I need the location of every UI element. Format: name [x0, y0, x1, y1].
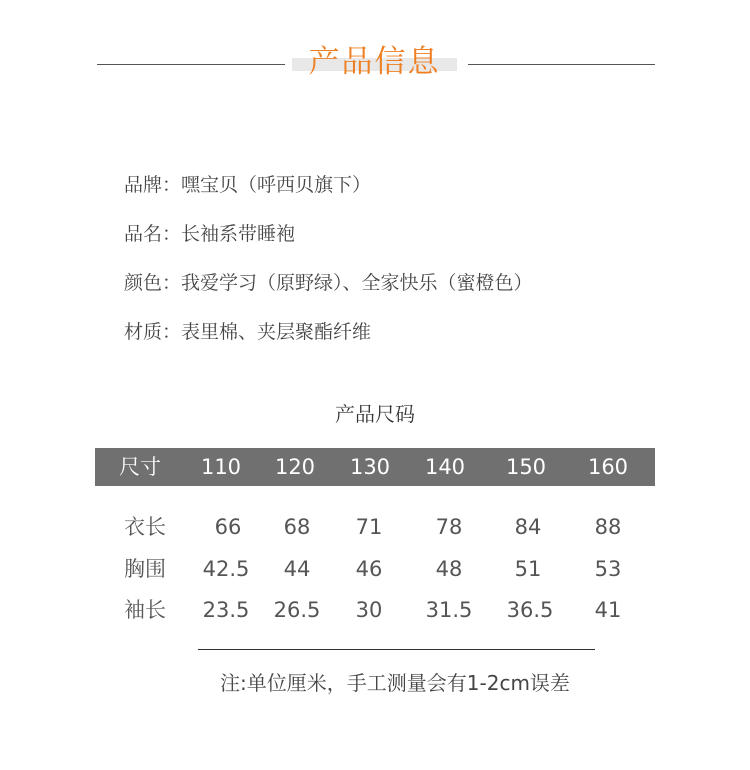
table-row	[0, 554, 750, 584]
info-material: 材质：表里棉、夹层聚酯纤维	[124, 321, 372, 343]
header-cell: 130	[349, 455, 391, 479]
size-table-title: 产品尺码	[335, 402, 415, 426]
header-cell: 尺寸	[119, 455, 161, 479]
title-divider-right	[468, 64, 655, 65]
title-divider-left	[97, 64, 285, 65]
table-cell: 66	[214, 515, 242, 539]
table-cell: 51	[514, 557, 542, 581]
table-cell: 31.5	[425, 598, 473, 622]
table-cell: 71	[355, 515, 383, 539]
table-cell: 30	[355, 598, 383, 622]
table-cell: 36.5	[506, 598, 554, 622]
row-label: 衣长	[124, 515, 166, 539]
header-cell: 150	[505, 455, 547, 479]
table-row	[0, 512, 750, 542]
table-cell: 41	[594, 598, 622, 622]
table-cell: 88	[594, 515, 622, 539]
table-bottom-divider	[198, 649, 595, 650]
header-cell: 160	[587, 455, 629, 479]
table-cell: 78	[435, 515, 463, 539]
header-cell: 110	[200, 455, 242, 479]
row-label: 胸围	[124, 557, 166, 581]
page-title-block	[0, 40, 750, 90]
table-cell: 84	[514, 515, 542, 539]
table-cell: 53	[594, 557, 622, 581]
table-cell: 46	[355, 557, 383, 581]
table-row	[0, 595, 750, 625]
table-cell: 68	[283, 515, 311, 539]
size-table-header	[95, 448, 655, 486]
info-color: 颜色：我爱学习（原野绿）、全家快乐（蜜橙色）	[124, 272, 533, 294]
table-cell: 26.5	[273, 598, 321, 622]
info-brand: 品牌：嘿宝贝（呼西贝旗下）	[124, 174, 372, 196]
page-title: 产品信息	[308, 44, 441, 80]
header-cell: 120	[274, 455, 316, 479]
table-cell: 42.5	[202, 557, 250, 581]
measurement-note: 注:单位厘米，手工测量会有1-2cm误差	[220, 671, 570, 695]
table-cell: 48	[435, 557, 463, 581]
info-product-name: 品名：长袖系带睡袍	[124, 223, 296, 245]
header-cell: 140	[424, 455, 466, 479]
row-label: 袖长	[124, 598, 166, 622]
table-cell: 23.5	[202, 598, 250, 622]
table-cell: 44	[283, 557, 311, 581]
